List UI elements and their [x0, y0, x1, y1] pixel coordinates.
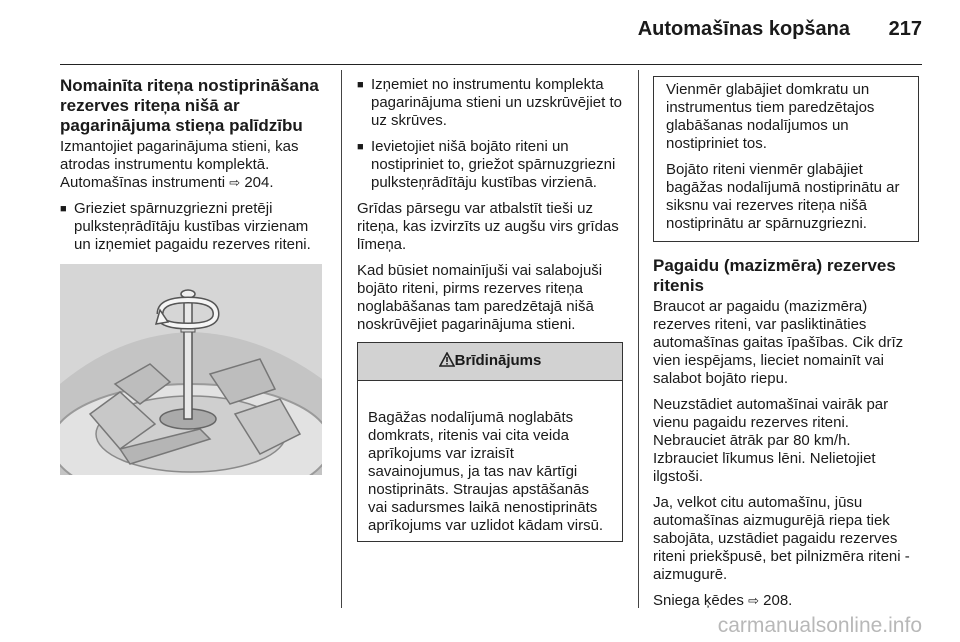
- page-reference[interactable]: 204.: [244, 174, 274, 191]
- page-number: 217: [888, 18, 922, 40]
- column-divider: [341, 70, 342, 608]
- instruction-bullet: ■ Grieziet spārnuzgriezni pretēji pulksteņrādītāju kustības virzienam un izņemiet pagaidu rezerves riteni.: [60, 200, 324, 254]
- header-title: Automašīnas kopšana: [637, 18, 850, 40]
- column-right: [653, 76, 920, 618]
- section-heading: Pagaidu (mazizmēra) rezerves ritenis: [653, 256, 896, 295]
- watermark: carmanualsonline.info: [717, 614, 922, 637]
- warning-triangle-icon: [439, 352, 455, 367]
- warning-box: [357, 342, 623, 542]
- page-header: [60, 0, 922, 65]
- paragraph: Neuzstādiet automašīnai vairāk par vienu pagaidu rezerves riteni.: [653, 396, 889, 431]
- column-left: [60, 76, 324, 475]
- paragraph: Grīdas pārsegu var atbalstīt tieši uz riteņa, kas izvirzīts uz augšu virs grīdas līmeņa.: [357, 200, 619, 253]
- paragraph: Kad būsiet nomainījuši vai salabojuši bojāto riteni, pirms rezerves riteņa noglabāšanas tam paredzētajā nišā noskrūvējiet pagarinājuma stieni.: [357, 262, 603, 333]
- note-paragraph: Vienmēr glabājiet domkratu un instrumentus tiem paredzētajos glabāšanas nodalījumos un nostipriniet tos.: [666, 81, 875, 152]
- snow-chains-reference: Sniega ķēdes ⇨ 208.: [653, 592, 793, 609]
- spare-wheel-illustration: [60, 264, 322, 475]
- page-reference-arrow-icon: ⇨: [748, 593, 759, 608]
- warning-text: Bagāžas nodalījumā noglabāts domkrats, ritenis vai cita veida aprīkojums var izraisīt savainojumus, ja tas nav kārtīgi nostiprināts. Straujas apstāšanās vai sadursmes laikā nenostiprināts aprīkojums var uzlidot kādam virsū.: [368, 409, 604, 534]
- column-divider: [638, 70, 639, 608]
- paragraph: Ja, velkot citu automašīnu, jūsu automašīnas aizmugurējā riepa tiek sabojāta, uzstādiet pagaidu rezerves riteni priekšpusē, bet pilnizmēra riteni - aizmugurē.: [653, 494, 910, 583]
- note-box: [653, 76, 919, 242]
- paragraph: Izbrauciet līkumus lēni. Nelietojiet ilgstoši.: [653, 450, 876, 485]
- warning-header: [358, 343, 622, 381]
- instruction-bullet: ■ Izņemiet no instrumentu komplekta pagarinājuma stieni un uzskrūvējiet to uz skrūves.: [357, 76, 623, 130]
- paragraph: Nebrauciet ātrāk par 80 km/h.: [653, 432, 851, 449]
- warning-title: Brīdinājums: [454, 352, 542, 369]
- spare-wheel-drawing: [60, 264, 322, 475]
- page-reference[interactable]: 208.: [763, 592, 793, 609]
- column-middle: [357, 76, 623, 542]
- note-paragraph: Bojāto riteni vienmēr glabājiet bagāžas nodalījumā nostiprinātu ar siksnu vai rezerves riteņa nišā nostiprinātu ar spārnuzgriezni.: [666, 161, 900, 232]
- section-heading: Nomainīta riteņa nostiprināšana rezerves riteņa nišā ar pagarinājuma stieņa palīdzību: [60, 76, 319, 135]
- page-reference-arrow-icon: ⇨: [229, 175, 241, 190]
- instruction-bullet: ■ Ievietojiet nišā bojāto riteni un nostipriniet to, griežot spārnuzgriezni pulksteņrādītāju kustības virzienā.: [357, 138, 623, 192]
- intro-paragraph: Izmantojiet pagarinājuma stieni, kas atrodas instrumentu komplektā. Automašīnas instrumenti ⇨ 204.: [60, 138, 299, 191]
- paragraph: Braucot ar pagaidu (mazizmēra) rezerves riteni, var pasliktināties automašīnas gaitas īpašības. Cik drīz vien iespējams, lieciet nomainīt vai salabot bojāto riepu.: [653, 298, 904, 387]
